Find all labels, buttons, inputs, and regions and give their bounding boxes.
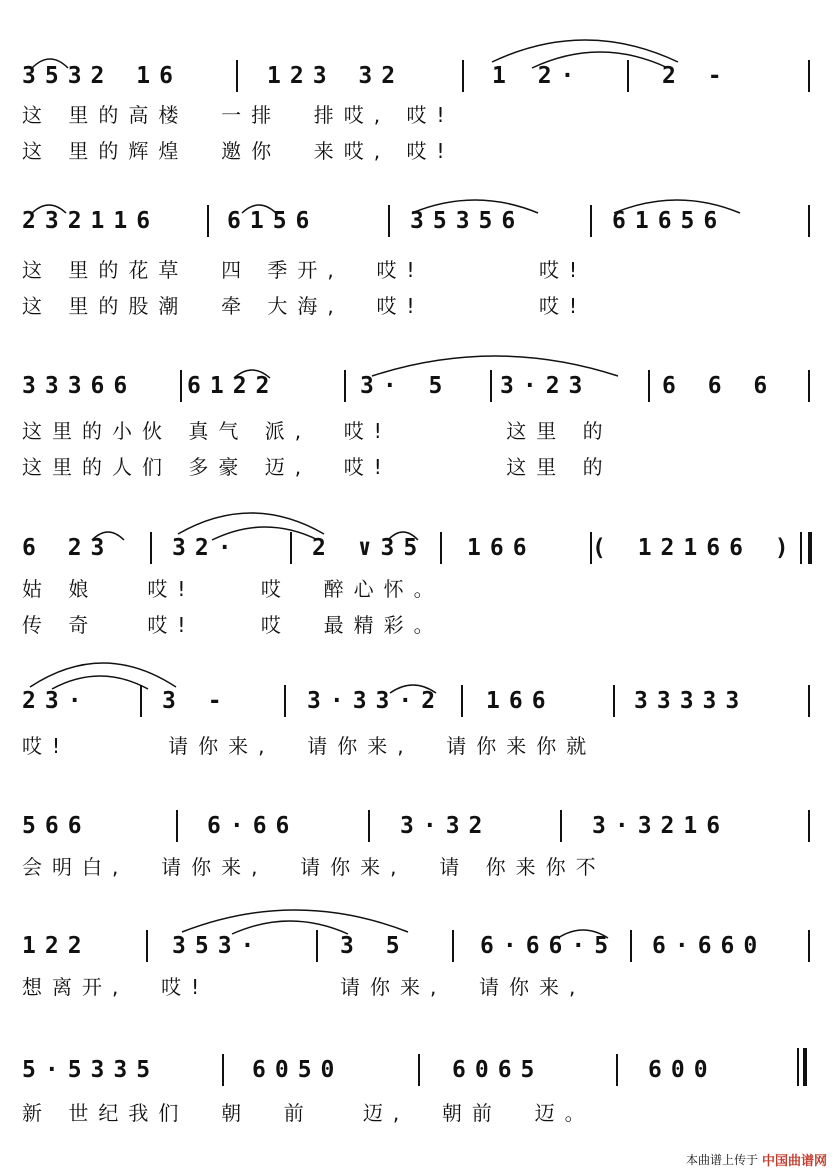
slur	[530, 42, 670, 72]
lyric-line: 这 里的高楼 一排 排哎, 哎!	[22, 103, 455, 127]
barline	[797, 1048, 799, 1086]
measure-notes: 6·66·5	[480, 933, 618, 959]
lyric-line: 这 里的股潮 牵 大海, 哎! 哎!	[22, 294, 588, 318]
measure-notes: 2 -	[662, 63, 731, 89]
measure-notes: 6·660	[652, 933, 767, 959]
barline	[461, 685, 463, 717]
barline	[808, 810, 810, 842]
notes-line	[22, 50, 812, 90]
slur	[556, 922, 610, 940]
site-logo: 中国曲谱网	[761, 1153, 827, 1168]
measure-notes: 6 23	[22, 535, 114, 561]
measure	[486, 675, 555, 715]
measure-notes: 1 2·	[492, 63, 584, 89]
measure-notes: 122	[22, 933, 91, 959]
barline	[808, 685, 810, 717]
measure	[648, 1044, 717, 1084]
barline	[146, 930, 148, 962]
lyric-line: 这 里的花草 四 季开, 哎! 哎!	[22, 258, 588, 282]
barline	[207, 205, 209, 237]
barline	[648, 370, 650, 402]
measure-notes: 3 5	[340, 933, 409, 959]
barline	[590, 205, 592, 237]
barline	[180, 370, 182, 402]
notes-line	[22, 800, 812, 840]
barline	[630, 930, 632, 962]
slur	[90, 524, 126, 542]
measure	[267, 50, 404, 90]
barline	[808, 60, 810, 92]
measure	[652, 920, 766, 960]
measure	[22, 920, 91, 960]
measure-notes: 232116	[22, 208, 160, 234]
lyric-line: 这里的人们 多豪 迈, 哎! 这里 的	[22, 455, 613, 479]
barline	[388, 205, 390, 237]
barline	[616, 1054, 618, 1086]
notes-line	[22, 1044, 812, 1084]
upload-caption: 本曲谱上传于	[685, 1153, 758, 1167]
barline	[452, 930, 454, 962]
lyric-line: 想离开, 哎! 请你来, 请你来,	[22, 975, 586, 999]
measure-notes: 3· 5	[360, 373, 452, 399]
measure-notes: ( 12166 )	[592, 535, 798, 561]
measure-notes: 35356	[410, 208, 525, 234]
lyric-line: 新 世纪我们 朝 前 迈, 朝前 迈。	[22, 1101, 595, 1125]
measure	[592, 800, 729, 840]
barline	[440, 532, 442, 564]
measure	[22, 1044, 159, 1084]
slur	[370, 346, 620, 380]
slur	[240, 197, 278, 215]
measure	[452, 1044, 543, 1084]
measure-notes: 3·3216	[592, 813, 730, 839]
watermark	[686, 1150, 827, 1169]
barline	[808, 370, 810, 402]
lyric-line: 姑 娘 哎! 哎 醉心怀。	[22, 577, 444, 601]
measure-notes: 166	[467, 535, 536, 561]
barline	[222, 1054, 224, 1086]
measure-notes: 6156	[227, 208, 319, 234]
measure-notes: 61656	[612, 208, 727, 234]
lyric-line: 传 奇 哎! 哎 最精彩。	[22, 613, 444, 637]
measure-notes: 6122	[187, 373, 279, 399]
measure-notes: 3 -	[162, 688, 231, 714]
slur	[30, 50, 70, 70]
measure-notes: 600	[648, 1057, 717, 1083]
barline	[284, 685, 286, 717]
measure-notes: 5·5335	[22, 1057, 160, 1083]
barline	[462, 60, 464, 92]
measure-notes: 566	[22, 813, 91, 839]
measure-notes: 3·33·2	[307, 688, 445, 714]
barline	[590, 532, 592, 564]
barline	[800, 532, 802, 564]
measure-notes: 353·	[172, 933, 264, 959]
measure	[592, 522, 798, 562]
lyric-line: 会明白, 请你来, 请你来, 请 你来你不	[22, 855, 606, 879]
barline	[176, 810, 178, 842]
measure	[662, 360, 776, 400]
barline	[418, 1054, 420, 1086]
lyric-line: 这里的小伙 真气 派, 哎! 这里 的	[22, 419, 613, 443]
lyric-line: 哎! 请你来, 请你来, 请你来你就	[22, 734, 597, 758]
slur	[30, 197, 68, 215]
measure-notes: 3532 16	[22, 63, 182, 89]
barline	[808, 205, 810, 237]
measure-notes: 3·23	[500, 373, 592, 399]
slur	[612, 191, 742, 217]
measure-notes: 6065	[452, 1057, 544, 1083]
barline	[808, 930, 810, 962]
slur	[388, 677, 438, 695]
measure	[634, 675, 748, 715]
measure	[467, 522, 536, 562]
measure	[22, 800, 91, 840]
measure-notes: 6·66	[207, 813, 299, 839]
barline	[150, 532, 152, 564]
barline	[236, 60, 238, 92]
slur	[210, 518, 320, 544]
measure	[207, 800, 298, 840]
measure-notes: 166	[486, 688, 555, 714]
final-barline	[803, 1048, 807, 1086]
barline	[368, 810, 370, 842]
measure-notes: 6050	[252, 1057, 344, 1083]
slur	[230, 912, 350, 938]
measure-notes: 3·32	[400, 813, 492, 839]
slur	[50, 667, 150, 693]
lyric-line: 这 里的辉煌 邀你 来哎, 哎!	[22, 139, 455, 163]
measure-notes: 6 6 6	[662, 373, 777, 399]
measure-notes: 33333	[634, 688, 749, 714]
barline	[344, 370, 346, 402]
notes-line	[22, 920, 812, 960]
measure-notes: 23·	[22, 688, 91, 714]
measure	[252, 1044, 343, 1084]
measure-notes: 33366	[22, 373, 137, 399]
slur	[386, 524, 420, 542]
measure-notes: 32·	[172, 535, 241, 561]
slur	[410, 191, 540, 217]
measure-notes: 2 ∨35	[312, 535, 427, 561]
measure-notes: 123 32	[267, 63, 405, 89]
measure	[400, 800, 491, 840]
repeat-barline	[808, 532, 812, 564]
barline	[560, 810, 562, 842]
slur	[232, 362, 272, 380]
measure	[22, 360, 136, 400]
barline	[613, 685, 615, 717]
